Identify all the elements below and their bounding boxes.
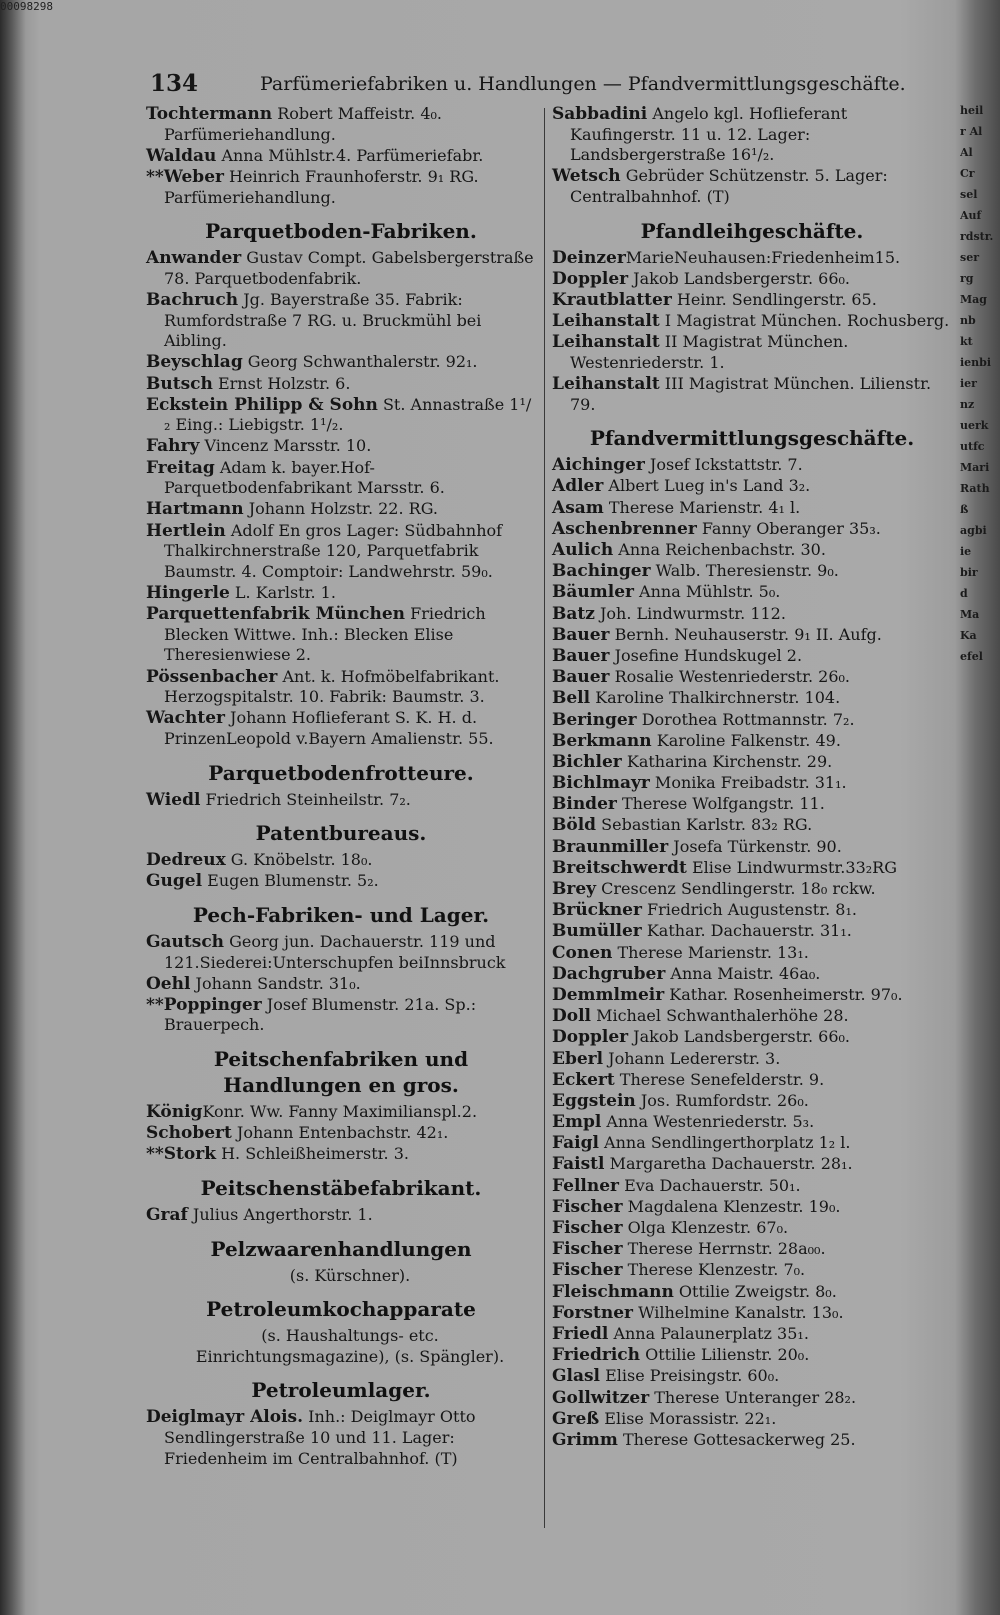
edge-fragment: efel <box>960 650 983 663</box>
entry-details: Rosalie Westenriederstr. 26₀. <box>609 667 851 687</box>
directory-entry <box>552 879 952 900</box>
directory-entry <box>552 985 952 1006</box>
edge-fragment: utfc <box>960 440 985 453</box>
directory-entry <box>552 815 952 836</box>
edge-fragment: d <box>960 587 968 600</box>
directory-entry <box>552 1388 952 1409</box>
edge-fragment: uerk <box>960 419 989 432</box>
directory-entry <box>552 1260 952 1281</box>
entry-details: Johann Entenbachstr. 42₁. <box>231 1123 449 1143</box>
entry-name: Fischer <box>552 1239 623 1260</box>
entry-name: Leihanstalt <box>552 332 660 353</box>
entry-name: Fleischmann <box>552 1281 674 1302</box>
entry-name: Berkmann <box>552 730 652 751</box>
directory-entry <box>146 290 536 352</box>
directory-entry <box>552 964 952 985</box>
edge-fragment: nz <box>960 398 975 411</box>
entry-details: Karoline Thalkirchnerstr. 104. <box>590 688 841 708</box>
entry-name: Adler <box>552 476 604 497</box>
entry-details: Ernst Holzstr. 6. <box>212 373 351 393</box>
entry-name: Beyschlag <box>146 352 243 373</box>
section-heading: Petroleumlager. <box>251 1378 431 1403</box>
directory-entry <box>552 332 952 373</box>
entry-details: Friedrich Augustenstr. 8₁. <box>641 900 857 920</box>
directory-entry <box>552 1133 952 1154</box>
entry-name: **Weber <box>146 166 224 187</box>
entry-details: Gustav Compt. Gabelsbergerstraße 78. Parquetbodenfabrik. <box>164 248 534 288</box>
entry-name: Bumüller <box>552 921 642 942</box>
entry-name: Aichinger <box>552 455 645 476</box>
entry-details: Johann Holzstr. 22. RG. <box>243 499 438 519</box>
entry-name: Bachruch <box>146 289 239 310</box>
entry-name: Grimm <box>552 1429 618 1450</box>
entry-name: Dachgruber <box>552 963 666 984</box>
directory-entry <box>552 498 952 519</box>
entry-name: Fahry <box>146 436 200 457</box>
section-heading: Pech-Fabriken- und Lager. <box>192 902 490 927</box>
cross-reference: (s. Haushaltungs- etc. Einrichtungsmagazine), (s. Spängler). <box>195 1326 505 1366</box>
entry-name: Breitschwerdt <box>552 857 687 878</box>
entry-details: Josefine Hundskugel 2. <box>609 645 803 665</box>
directory-entry <box>552 1282 952 1303</box>
directory-entry <box>146 583 536 604</box>
entry-details: Ottilie Lilienstr. 20₀. <box>640 1345 810 1365</box>
entry-details: Albert Lueg in's Land 3₂. <box>603 476 811 496</box>
entry-name: Conen <box>552 942 613 963</box>
entry-name: Gautsch <box>146 931 225 952</box>
edge-fragment: Ka <box>960 629 977 642</box>
edge-fragment: rg <box>960 272 974 285</box>
entry-details: Olga Klenzestr. 67₀. <box>622 1218 789 1238</box>
entry-name: Aulich <box>552 540 614 561</box>
entry-details: Johann Sandstr. 31₀. <box>190 973 361 993</box>
entry-details: Therese Wolfgangstr. 11. <box>616 794 825 814</box>
directory-entry <box>552 582 952 603</box>
entry-details: Adolf En gros Lager: Südbahnhof Thalkirchnerstraße 120, Parquetfabrik Baumstr. 4. Comptoir: Landwehrstr. 59₀. <box>164 520 503 581</box>
entry-name: Hingerle <box>146 583 230 603</box>
entry-details: Anna Sendlingerthorplatz 1₂ l. <box>598 1133 851 1153</box>
entry-name: Glasl <box>552 1366 601 1387</box>
entry-details: Ottilie Zweigstr. 8₀. <box>673 1281 837 1301</box>
entry-details: Adam k. bayer.Hof-Parquetbodenfabrikant Marsstr. 6. <box>164 457 445 498</box>
entry-details: Margaretha Dachauerstr. 28₁. <box>604 1154 853 1174</box>
directory-entry <box>552 837 952 858</box>
directory-entry <box>552 1239 952 1260</box>
directory-entry <box>552 1345 952 1366</box>
edge-fragment: ier <box>960 377 977 390</box>
directory-entry <box>146 932 536 973</box>
directory-entry <box>552 921 952 942</box>
entry-details: Friedrich Steinheilstr. 7₂. <box>200 789 411 809</box>
entry-details: Jakob Landsbergerstr. 66₀. <box>628 1027 850 1047</box>
entry-name: Bauer <box>552 645 610 666</box>
entry-name: Graf <box>146 1205 188 1226</box>
edge-fragment: ie <box>960 545 972 558</box>
entry-details: Anna Westenriederstr. 5₃. <box>601 1112 815 1132</box>
entry-details: Therese Herrnstr. 28a₀₀. <box>622 1239 826 1259</box>
directory-entry <box>552 688 952 709</box>
entry-details: Eva Dachauerstr. 50₁. <box>619 1175 801 1195</box>
adjacent-page-edge <box>960 100 1000 1530</box>
entry-name: Deiglmayr Alois. <box>146 1407 304 1428</box>
entry-details: Gebrüder Schützenstr. 5. Lager: Centralbahnhof. (T) <box>570 166 888 206</box>
directory-entry <box>146 1102 536 1123</box>
entry-details: Kathar. Rosenheimerstr. 97₀. <box>664 984 903 1004</box>
entry-details: MarieNeuhausen:Friedenheim15. <box>625 247 901 267</box>
directory-entry <box>552 604 952 625</box>
entry-details: Dorothea Rottmannstr. 7₂. <box>636 709 855 729</box>
section-heading: Peitschenstäbefabrikant. <box>200 1176 482 1201</box>
entry-name: Böld <box>552 815 597 836</box>
entry-details: Georg jun. Dachauerstr. 119 und 121.Siederei:Unterschupfen beiInnsbruck <box>164 931 506 972</box>
directory-entry <box>552 1070 952 1091</box>
section-heading: Parquetbodenfrotteure. <box>208 760 474 785</box>
cross-reference: (s. Kürschner). <box>289 1265 411 1285</box>
directory-entry <box>552 561 952 582</box>
running-title: Parfümeriefabriken u. Handlungen — Pfandvermittlungsgeschäfte. <box>260 73 906 95</box>
entry-details: Magdalena Klenzestr. 19₀. <box>622 1196 841 1216</box>
entry-name: Bauer <box>552 667 610 688</box>
entry-details: Anna Palaunerplatz 35₁. <box>608 1323 809 1343</box>
entry-details: Anna Reichenbachstr. 30. <box>613 540 826 560</box>
edge-fragment: Mag <box>960 293 987 306</box>
edge-fragment: r Al <box>960 125 983 138</box>
entry-details: Josef Ickstattstr. 7. <box>644 455 803 475</box>
entry-details: Sebastian Karlstr. 83₂ RG. <box>596 815 813 835</box>
section-heading: Pfandleihgeschäfte. <box>640 218 864 243</box>
directory-entry <box>146 521 536 583</box>
directory-entry <box>552 710 952 731</box>
entry-name: Bell <box>552 688 591 709</box>
entry-details: Jos. Rumfordstr. 26₀. <box>635 1090 809 1110</box>
entry-name: Eckert <box>552 1069 615 1090</box>
entry-details: III Magistrat München. Lilienstr. 79. <box>570 374 932 414</box>
entry-details: Therese Marienstr. 4₁ l. <box>603 497 801 517</box>
directory-entry <box>146 436 536 457</box>
edge-fragment: ser <box>960 251 979 264</box>
directory-entry <box>552 1197 952 1218</box>
entry-details: Josefa Türkenstr. 90. <box>668 836 842 856</box>
directory-entry <box>552 1027 952 1048</box>
directory-entry <box>552 794 952 815</box>
directory-entry <box>552 1218 952 1239</box>
entry-details: St. Annastraße 1¹/₂ Eing.: Liebigstr. 1¹/₂. <box>164 394 532 435</box>
directory-entry <box>146 974 536 995</box>
directory-entry <box>552 248 952 269</box>
directory-entry <box>552 540 952 561</box>
entry-name: Braunmiller <box>552 836 669 857</box>
section-heading: Patentbureaus. <box>255 821 427 846</box>
entry-name: Schobert <box>146 1123 232 1144</box>
directory-entry <box>146 374 536 395</box>
directory-entry <box>552 1176 952 1197</box>
entry-name: Wetsch <box>552 166 621 187</box>
directory-entry <box>552 519 952 540</box>
entry-details: Wilhelmine Kanalstr. 13₀. <box>633 1302 844 1322</box>
entry-details: Jakob Landsbergerstr. 66₀. <box>628 268 850 288</box>
entry-details: Heinrich Fraunhoferstr. 9₁ RG. Parfümeriehandlung. <box>164 166 479 207</box>
edge-fragment: bir <box>960 566 978 579</box>
directory-entry <box>552 1112 952 1133</box>
entry-details: Therese Marienstr. 13₁. <box>612 942 809 962</box>
entry-details: Katharina Kirchenstr. 29. <box>621 751 833 771</box>
entry-name: Faigl <box>552 1133 599 1154</box>
entry-name: Forstner <box>552 1302 633 1323</box>
edge-fragment: Mari <box>960 461 990 474</box>
entry-details: Fanny Oberanger 35₃. <box>696 518 881 538</box>
entry-details: Kathar. Dachauerstr. 31₁. <box>641 921 852 941</box>
edge-fragment: agbi <box>960 524 987 537</box>
entry-name: Leihanstalt <box>552 311 660 332</box>
entry-name: Anwander <box>146 248 242 269</box>
section-heading: Petroleumkochapparate <box>206 1297 476 1322</box>
edge-fragment: ß <box>960 503 969 516</box>
entry-details: Anna Mühlstr.4. Parfümeriefabr. <box>216 145 484 165</box>
entry-name: Wiedl <box>146 789 201 810</box>
entry-name: Gollwitzer <box>552 1387 650 1408</box>
edge-fragment: rdstr. <box>960 230 994 243</box>
directory-entry <box>552 269 952 290</box>
directory-entry <box>552 311 952 332</box>
entry-name: Eberl <box>552 1048 604 1069</box>
entry-name: Bäumler <box>552 582 634 603</box>
entry-name: Empl <box>552 1112 602 1133</box>
directory-entry <box>146 104 536 145</box>
entry-details: Eugen Blumenstr. 5₂. <box>202 871 379 891</box>
section-heading: Pelzwaarenhandlungen <box>210 1236 472 1261</box>
entry-name: Asam <box>552 497 604 518</box>
directory-entry <box>146 1205 536 1226</box>
entry-details: I Magistrat München. Rochusberg. <box>659 311 950 331</box>
directory-entry <box>552 667 952 688</box>
edge-fragment: sel <box>960 188 978 201</box>
entry-name: Binder <box>552 794 617 815</box>
entry-details: Friedrich Blecken Wittwe. Inh.: Blecken Elise Theresienwiese 2. <box>164 604 486 665</box>
entry-details: Crescenz Sendlingerstr. 18₀ rckw. <box>596 879 876 899</box>
entry-details: Johann Ledererstr. 3. <box>603 1048 781 1068</box>
entry-details: Konr. Ww. Fanny Maximilianspl.2. <box>202 1102 478 1122</box>
edge-fragment: Auf <box>960 209 982 222</box>
entry-name: Butsch <box>146 373 213 394</box>
entry-details: Elise Morassistr. 22₁. <box>599 1408 777 1428</box>
directory-entry <box>552 455 952 476</box>
edge-fragment: Cr <box>960 167 975 180</box>
entry-details: G. Knöbelstr. 18₀. <box>225 850 373 870</box>
entry-name: Beringer <box>552 709 637 730</box>
directory-entry <box>146 1407 536 1469</box>
directory-entry <box>552 1303 952 1324</box>
entry-details: Robert Maffeistr. 4₀. Parfümeriehandlung. <box>164 104 443 144</box>
entry-name: Leihanstalt <box>552 374 660 395</box>
directory-entry <box>552 625 952 646</box>
directory-entry <box>146 499 536 520</box>
entry-name: **Poppinger <box>146 994 262 1015</box>
entry-details: Angelo kgl. Hoflieferant Kaufingerstr. 11 u. 12. Lager: Landsbergerstraße 16¹/₂. <box>570 104 848 165</box>
entry-name: Pössenbacher <box>146 666 278 687</box>
entry-details: Julius Angerthorstr. 1. <box>187 1205 373 1225</box>
entry-details: Bernh. Neuhauserstr. 9₁ II. Aufg. <box>609 624 882 644</box>
edge-fragment: nb <box>960 314 976 327</box>
entry-name: **Stork <box>146 1144 216 1165</box>
entry-name: Bachinger <box>552 561 651 582</box>
directory-entry <box>552 1154 952 1175</box>
entry-name: Brückner <box>552 900 642 921</box>
entry-name: Bichler <box>552 751 622 772</box>
entry-details: H. Schleißheimerstr. 3. <box>215 1144 409 1164</box>
directory-entry <box>552 1006 952 1027</box>
entry-name: Hartmann <box>146 499 244 520</box>
entry-name: Fischer <box>552 1196 623 1217</box>
entry-name: König <box>146 1102 203 1123</box>
entry-details: Georg Schwanthalerstr. 92₁. <box>242 352 478 372</box>
directory-entry <box>552 1049 952 1070</box>
entry-details: Therese Senefelderstr. 9. <box>614 1069 825 1089</box>
entry-details: Jg. Bayerstraße 35. Fabrik: Rumfordstraße 7 RG. u. Bruckmühl bei Aibling. <box>164 289 482 351</box>
entry-name: Waldau <box>146 145 217 166</box>
entry-name: Doll <box>552 1006 591 1027</box>
entry-name: Doppler <box>552 1027 629 1048</box>
directory-entry <box>146 850 536 871</box>
directory-entry <box>552 104 952 166</box>
section-heading: Parquetboden-Fabriken. <box>205 219 477 244</box>
entry-name: Gugel <box>146 871 203 892</box>
entry-details: Elise Lindwurmstr.33₂RG <box>686 857 897 877</box>
edge-fragment: heil <box>960 104 984 117</box>
entry-name: Fellner <box>552 1175 620 1196</box>
entry-name: Hertlein <box>146 520 226 541</box>
directory-entry <box>552 731 952 752</box>
entry-name: Aschenbrenner <box>552 518 697 539</box>
directory-entry <box>552 943 952 964</box>
entry-name: Freitag <box>146 457 215 478</box>
entry-name: Demmlmeir <box>552 984 665 1005</box>
directory-entry <box>552 646 952 667</box>
entry-name: Bauer <box>552 624 610 645</box>
entry-details: Vincenz Marsstr. 10. <box>199 436 372 456</box>
entry-details: Ant. k. Hofmöbelfabrikant. Herzogspitalstr. 10. Fabrik: Baumstr. 3. <box>164 666 500 707</box>
entry-name: Bichlmayr <box>552 773 650 794</box>
section-heading: Peitschenfabriken und Handlungen en gros. <box>213 1047 469 1098</box>
left-column <box>146 104 536 1470</box>
edge-fragment: Rath <box>960 482 990 495</box>
directory-entry <box>552 858 952 879</box>
entry-details: Josef Blumenstr. 21a. Sp.: Brauerpech. <box>164 994 477 1035</box>
directory-entry <box>146 790 536 811</box>
entry-name: Wachter <box>146 708 225 729</box>
scan-id: 00098298 <box>0 0 53 13</box>
entry-details: Joh. Lindwurmstr. 112. <box>594 603 786 623</box>
page-number: 134 <box>150 70 199 97</box>
directory-entry <box>146 146 536 167</box>
running-head <box>150 68 906 100</box>
entry-name: Faistl <box>552 1154 605 1175</box>
entry-name: Greß <box>552 1408 600 1429</box>
directory-entry <box>552 773 952 794</box>
directory-entry <box>552 374 952 415</box>
entry-name: Doppler <box>552 268 629 289</box>
directory-entry <box>552 1091 952 1112</box>
entry-details: Walb. Theresienstr. 9₀. <box>650 561 839 581</box>
entry-details: Therese Gottesackerweg 25. <box>617 1429 856 1449</box>
directory-entry <box>552 1324 952 1345</box>
directory-entry <box>146 708 536 749</box>
entry-name: Krautblatter <box>552 289 672 310</box>
directory-entry <box>552 166 952 207</box>
entry-name: Deinzer <box>552 247 626 268</box>
entry-name: Batz <box>552 603 595 624</box>
entry-details: L. Karlstr. 1. <box>229 583 336 602</box>
entry-name: Dedreux <box>146 850 226 871</box>
entry-name: Fischer <box>552 1218 623 1239</box>
entry-name: Eckstein Philipp & Sohn <box>146 394 378 415</box>
directory-entry <box>552 900 952 921</box>
directory-entry <box>146 604 536 666</box>
entry-details: II Magistrat München. Westenriederstr. 1. <box>570 332 849 372</box>
entry-name: Sabbadini <box>552 104 648 124</box>
directory-entry <box>146 1144 536 1165</box>
entry-details: Inh.: Deiglmayr Otto Sendlingerstraße 10 und 11. Lager: Friedenheim im Centralbahnhof. (T) <box>164 1407 476 1468</box>
directory-entry <box>552 752 952 773</box>
entry-name: Eggstein <box>552 1090 636 1111</box>
entry-details: Johann Hoflieferant S. K. H. d. PrinzenLeopold v.Bayern Amalienstr. 55. <box>164 708 494 748</box>
directory-entry <box>552 1366 952 1387</box>
directory-entry <box>146 395 536 436</box>
entry-details: Therese Unteranger 28₂. <box>649 1387 857 1407</box>
edge-fragment: ienbi <box>960 356 992 369</box>
entry-details: Anna Mühlstr. 5₀. <box>633 582 781 602</box>
directory-entry <box>552 1430 952 1451</box>
entry-details: Monika Freibadstr. 31₁. <box>649 773 847 793</box>
directory-entry <box>146 871 536 892</box>
entry-name: Oehl <box>146 973 191 994</box>
entry-details: Elise Preisingstr. 60₀. <box>600 1366 780 1386</box>
directory-entry <box>146 458 536 499</box>
column-divider <box>544 108 545 1528</box>
entry-name: Fischer <box>552 1260 623 1281</box>
directory-entry <box>146 995 536 1036</box>
entry-name: Parquettenfabrik München <box>146 604 405 625</box>
right-column <box>552 104 952 1451</box>
edge-fragment: Ma <box>960 608 980 621</box>
directory-entry <box>552 1409 952 1430</box>
entry-name: Brey <box>552 879 597 900</box>
directory-entry <box>146 352 536 373</box>
directory-entry <box>552 290 952 311</box>
entry-details: Therese Klenzestr. 7₀. <box>622 1260 806 1280</box>
edge-fragment: kt <box>960 335 973 348</box>
entry-details: Karoline Falkenstr. 49. <box>651 730 841 750</box>
entry-details: Anna Maistr. 46a₀. <box>665 963 821 983</box>
entry-details: Michael Schwanthalerhöhe 28. <box>591 1006 849 1026</box>
directory-entry <box>146 667 536 708</box>
directory-entry <box>552 476 952 497</box>
directory-entry <box>146 1123 536 1144</box>
entry-name: Friedrich <box>552 1345 641 1366</box>
entry-details: Heinr. Sendlingerstr. 65. <box>671 289 877 309</box>
entry-name: Friedl <box>552 1323 609 1344</box>
edge-fragment: Al <box>960 146 973 159</box>
directory-entry <box>146 167 536 208</box>
section-heading: Pfandvermittlungsgeschäfte. <box>589 426 915 451</box>
directory-entry <box>146 248 536 289</box>
entry-name: Tochtermann <box>146 104 273 124</box>
